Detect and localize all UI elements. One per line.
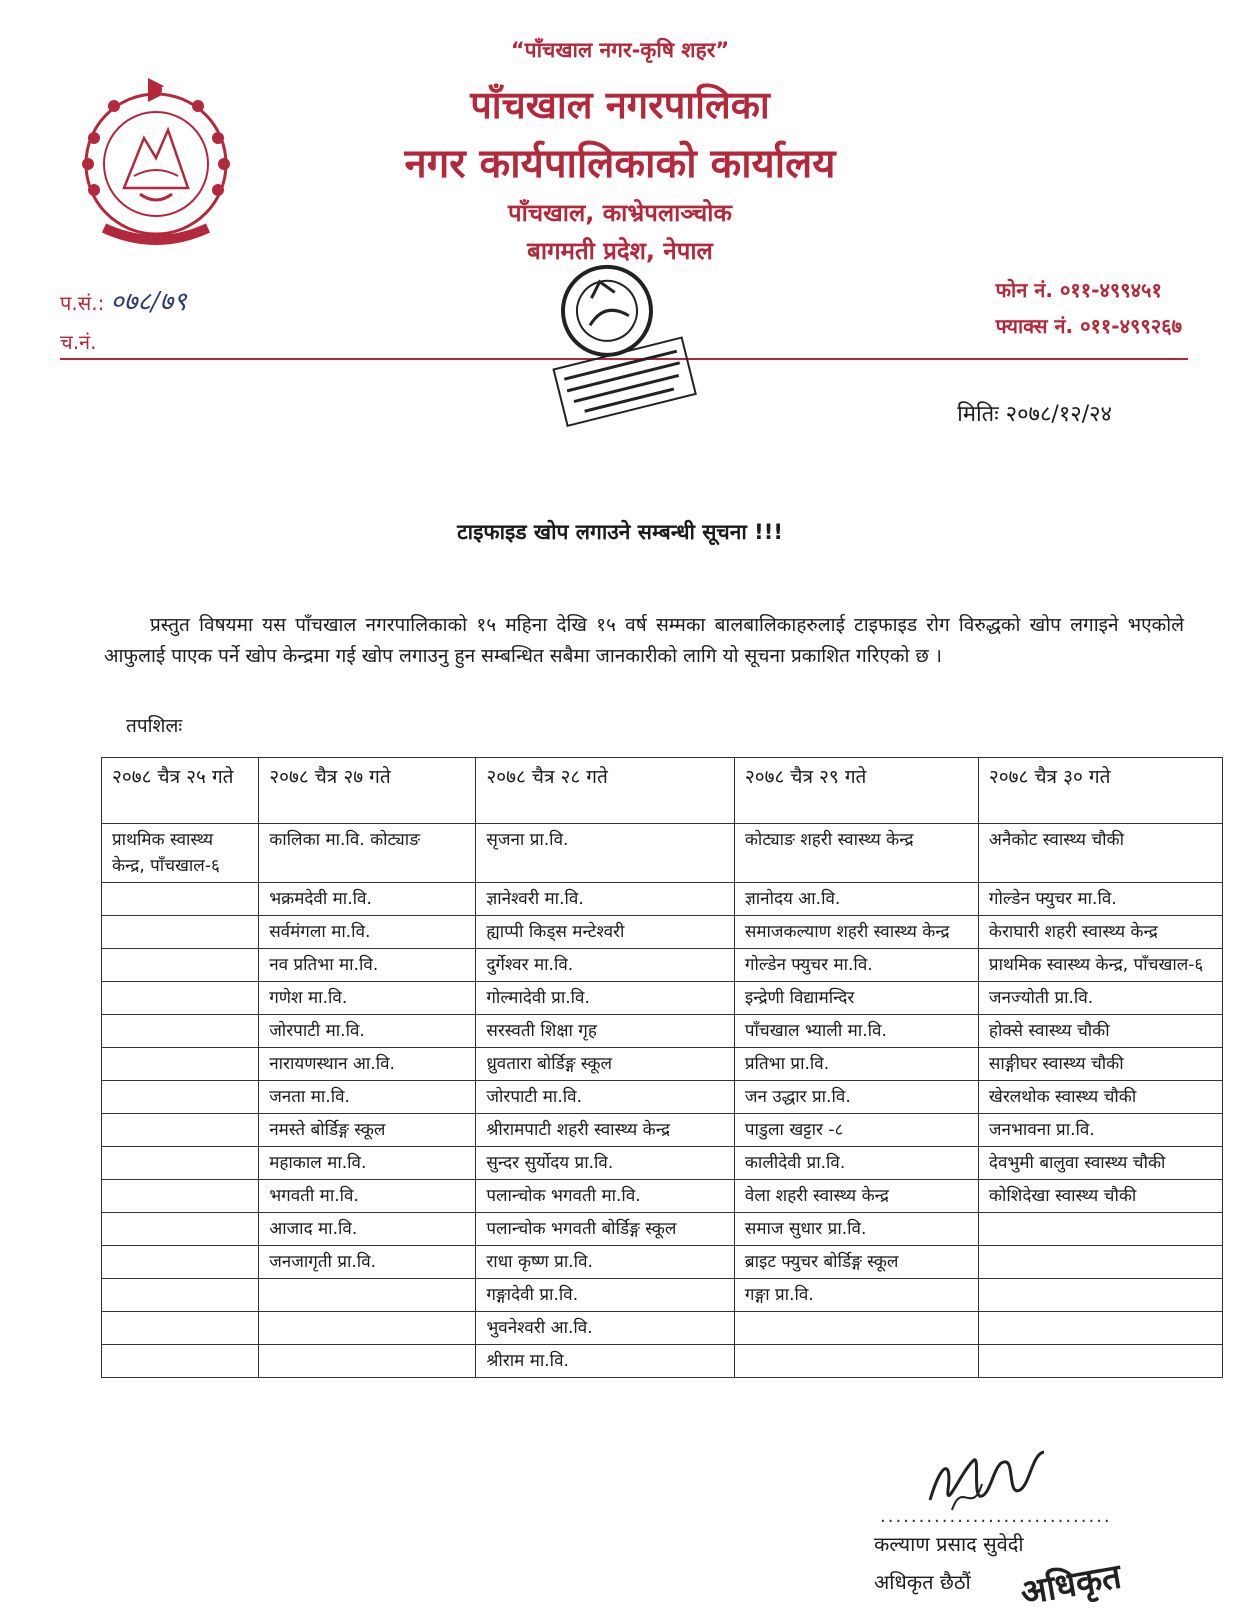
table-cell <box>978 1312 1222 1345</box>
table-row <box>102 916 1223 949</box>
table-cell: राधा कृष्ण प्रा.वि. <box>476 1246 735 1279</box>
contact-block <box>996 272 1182 344</box>
table-cell: नारायणस्थान आ.वि. <box>259 1048 476 1081</box>
table-cell: साङ्गीघर स्वास्थ्य चौकी <box>978 1048 1222 1081</box>
table-row <box>102 883 1223 916</box>
column-header: २०७८ चैत्र ३० गते <box>978 758 1222 824</box>
table-cell <box>102 1279 259 1312</box>
table-cell <box>978 1246 1222 1279</box>
table-cell: देवभुमी बालुवा स्वास्थ्य चौकी <box>978 1147 1222 1180</box>
table-cell: गोल्मादेवी प्रा.वि. <box>476 982 735 1015</box>
signatory-name: कल्याण प्रसाद सुवेदी <box>874 1532 1024 1556</box>
table-row <box>102 982 1223 1015</box>
table-body <box>102 824 1223 1378</box>
table-cell: गोल्डेन फ्युचर मा.वि. <box>978 883 1222 916</box>
table-cell: पलान्चोक भगवती बोर्डिङ्ग स्कूल <box>476 1213 735 1246</box>
table-row <box>102 1312 1223 1345</box>
table-cell: जनजागृती प्रा.वि. <box>259 1246 476 1279</box>
table-cell <box>102 1180 259 1213</box>
table-cell <box>102 1081 259 1114</box>
table-cell <box>102 1015 259 1048</box>
table-cell: केराघारी शहरी स्वास्थ्य केन्द्र <box>978 916 1222 949</box>
table-cell: वेला शहरी स्वास्थ्य केन्द्र <box>734 1180 978 1213</box>
table-row <box>102 1180 1223 1213</box>
table-cell: भुवनेश्वरी आ.वि. <box>476 1312 735 1345</box>
table-cell: सरस्वती शिक्षा गृह <box>476 1015 735 1048</box>
table-cell: श्रीरामपाटी शहरी स्वास्थ्य केन्द्र <box>476 1114 735 1147</box>
table-row <box>102 1213 1223 1246</box>
table-cell: गोल्डेन फ्युचर मा.वि. <box>734 949 978 982</box>
notice-subject: टाइफाइड खोप लगाउने सम्बन्धी सूचना !!! <box>457 520 783 544</box>
table-cell <box>102 982 259 1015</box>
table-cell: प्राथमिक स्वास्थ्य केन्द्र, पाँचखाल-६ <box>978 949 1222 982</box>
table-cell: नव प्रतिभा मा.वि. <box>259 949 476 982</box>
column-header: २०७८ चैत्र २५ गते <box>102 758 259 824</box>
reference-label: प.सं.: <box>60 291 105 315</box>
table-header-row <box>102 758 1223 824</box>
table-cell: आजाद मा.वि. <box>259 1213 476 1246</box>
table-cell: जोरपाटी मा.वि. <box>476 1081 735 1114</box>
office-seal-stamp <box>530 250 698 428</box>
table-cell: जनता मा.वि. <box>259 1081 476 1114</box>
table-cell: सर्वमंगला मा.वि. <box>259 916 476 949</box>
table-row <box>102 1081 1223 1114</box>
table-cell <box>734 1345 978 1378</box>
address-line-2: बागमती प्रदेश, नेपाल <box>527 237 713 265</box>
reference-value: ०७८/७९ <box>110 287 187 317</box>
table-cell: कोट्याङ शहरी स्वास्थ्य केन्द्र <box>734 824 978 883</box>
table-cell <box>978 1279 1222 1312</box>
table-cell: कालिका मा.वि. कोट्याङ <box>259 824 476 883</box>
table-cell: जोरपाटी मा.वि. <box>259 1015 476 1048</box>
table-cell <box>102 1246 259 1279</box>
table-cell: नमस्ते बोर्डिङ्ग स्कूल <box>259 1114 476 1147</box>
table-cell <box>102 1312 259 1345</box>
details-label: तपशिलः <box>126 715 183 737</box>
table-cell <box>734 1312 978 1345</box>
table-cell: दुर्गेश्वर मा.वि. <box>476 949 735 982</box>
table-cell: पाडुला खट्टार -८ <box>734 1114 978 1147</box>
table-cell <box>102 1048 259 1081</box>
table-cell: प्रतिभा प्रा.वि. <box>734 1048 978 1081</box>
handwritten-signature <box>922 1440 1052 1520</box>
table-cell: इन्द्रेणी विद्यामन्दिर <box>734 982 978 1015</box>
table-cell <box>259 1279 476 1312</box>
table-cell <box>102 883 259 916</box>
table-cell: खेरलथोक स्वास्थ्य चौकी <box>978 1081 1222 1114</box>
table-cell <box>259 1345 476 1378</box>
address-line-1: पाँचखाल, काभ्रेपलाञ्चोक <box>508 199 732 227</box>
reference-number <box>60 282 187 318</box>
table-cell <box>978 1213 1222 1246</box>
table-cell: सृजना प्रा.वि. <box>476 824 735 883</box>
signature-line: .............................. <box>880 1506 1112 1527</box>
table-row <box>102 1048 1223 1081</box>
table-cell: समाज सुधार प्रा.वि. <box>734 1213 978 1246</box>
table-cell: जनज्योती प्रा.वि. <box>978 982 1222 1015</box>
table-row <box>102 1147 1223 1180</box>
table-cell: भगवती मा.वि. <box>259 1180 476 1213</box>
table-cell <box>102 1147 259 1180</box>
table-cell <box>978 1345 1222 1378</box>
signatory-post: अधिकृत छैठौं <box>874 1570 971 1594</box>
table-cell: श्रीराम मा.वि. <box>476 1345 735 1378</box>
table-row <box>102 1345 1223 1378</box>
dispatch-number: च.नं. <box>60 330 97 354</box>
table-cell: अनैकोट स्वास्थ्य चौकी <box>978 824 1222 883</box>
table-row <box>102 824 1223 883</box>
table-cell: सुन्दर सुर्योदय प्रा.वि. <box>476 1147 735 1180</box>
office-name: नगर कार्यपालिकाको कार्यालय <box>404 141 836 187</box>
table-cell: जनभावना प्रा.वि. <box>978 1114 1222 1147</box>
fax-number: फ्याक्स नं. ०११-४९९२६७ <box>995 314 1182 338</box>
table-cell <box>259 1312 476 1345</box>
table-cell <box>102 1114 259 1147</box>
table-cell: गणेश मा.वि. <box>259 982 476 1015</box>
table-cell <box>102 949 259 982</box>
table-cell: महाकाल मा.वि. <box>259 1147 476 1180</box>
org-name: पाँचखाल नगरपालिका <box>470 83 770 127</box>
table-cell: कोशिदेखा स्वास्थ्य चौकी <box>978 1180 1222 1213</box>
table-cell: जन उद्धार प्रा.वि. <box>734 1081 978 1114</box>
table-cell <box>102 1213 259 1246</box>
table-row <box>102 949 1223 982</box>
table-row <box>102 1015 1223 1048</box>
column-header: २०७८ चैत्र २८ गते <box>476 758 735 824</box>
table-row <box>102 1279 1223 1312</box>
table-cell: समाजकल्याण शहरी स्वास्थ्य केन्द्र <box>734 916 978 949</box>
table-cell: होक्से स्वास्थ्य चौकी <box>978 1015 1222 1048</box>
table-cell: ज्ञानोदय आ.वि. <box>734 883 978 916</box>
table-cell: भक्रमदेवी मा.वि. <box>259 883 476 916</box>
table-cell <box>102 916 259 949</box>
table-row <box>102 1114 1223 1147</box>
vaccination-schedule-table <box>101 757 1223 1378</box>
notice-body: प्रस्तुत विषयमा यस पाँचखाल नगरपालिकाको १५ महिना देखि १५ वर्ष सम्मका बालबालिकाहरुलाई टाइफाइड रोग विरुद्धको खोप लगाइने भएकोले आफुलाई पाएक पर्ने खोप केन्द्रमा गई खोप लगाउनु हुन सम्बन्धित सबैमा जानकारीको लागि यो सूचना प्रकाशित गरिएको छ । <box>104 614 1184 667</box>
table-cell: गङ्गा प्रा.वि. <box>734 1279 978 1312</box>
table-cell: ब्राइट फ्युचर बोर्डिङ्ग स्कूल <box>734 1246 978 1279</box>
column-header: २०७८ चैत्र २९ गते <box>734 758 978 824</box>
table-cell: गङ्गादेवी प्रा.वि. <box>476 1279 735 1312</box>
table-cell: ज्ञानेश्वरी मा.वि. <box>476 883 735 916</box>
table-cell: पलान्चोक भगवती मा.वि. <box>476 1180 735 1213</box>
officer-stamp: अधिकृत <box>1017 1556 1125 1614</box>
table-row <box>102 1246 1223 1279</box>
issue-date: मितिः २०७८/१२/२४ <box>957 402 1112 427</box>
table-cell: पाँचखाल भ्याली मा.वि. <box>734 1015 978 1048</box>
motto: “पाँचखाल नगर-कृषि शहर” <box>510 38 730 62</box>
table-cell <box>102 1345 259 1378</box>
table-cell: ह्याप्पी किड्स मन्टेश्वरी <box>476 916 735 949</box>
column-header: २०७८ चैत्र २७ गते <box>259 758 476 824</box>
phone-number: फोन नं. ०११-४९९४५१ <box>995 278 1162 302</box>
table-cell: प्राथमिक स्वास्थ्य केन्द्र, पाँचखाल-६ <box>102 824 259 883</box>
table-cell: ध्रुवतारा बोर्डिङ्ग स्कूल <box>476 1048 735 1081</box>
table-cell: कालीदेवी प्रा.वि. <box>734 1147 978 1180</box>
